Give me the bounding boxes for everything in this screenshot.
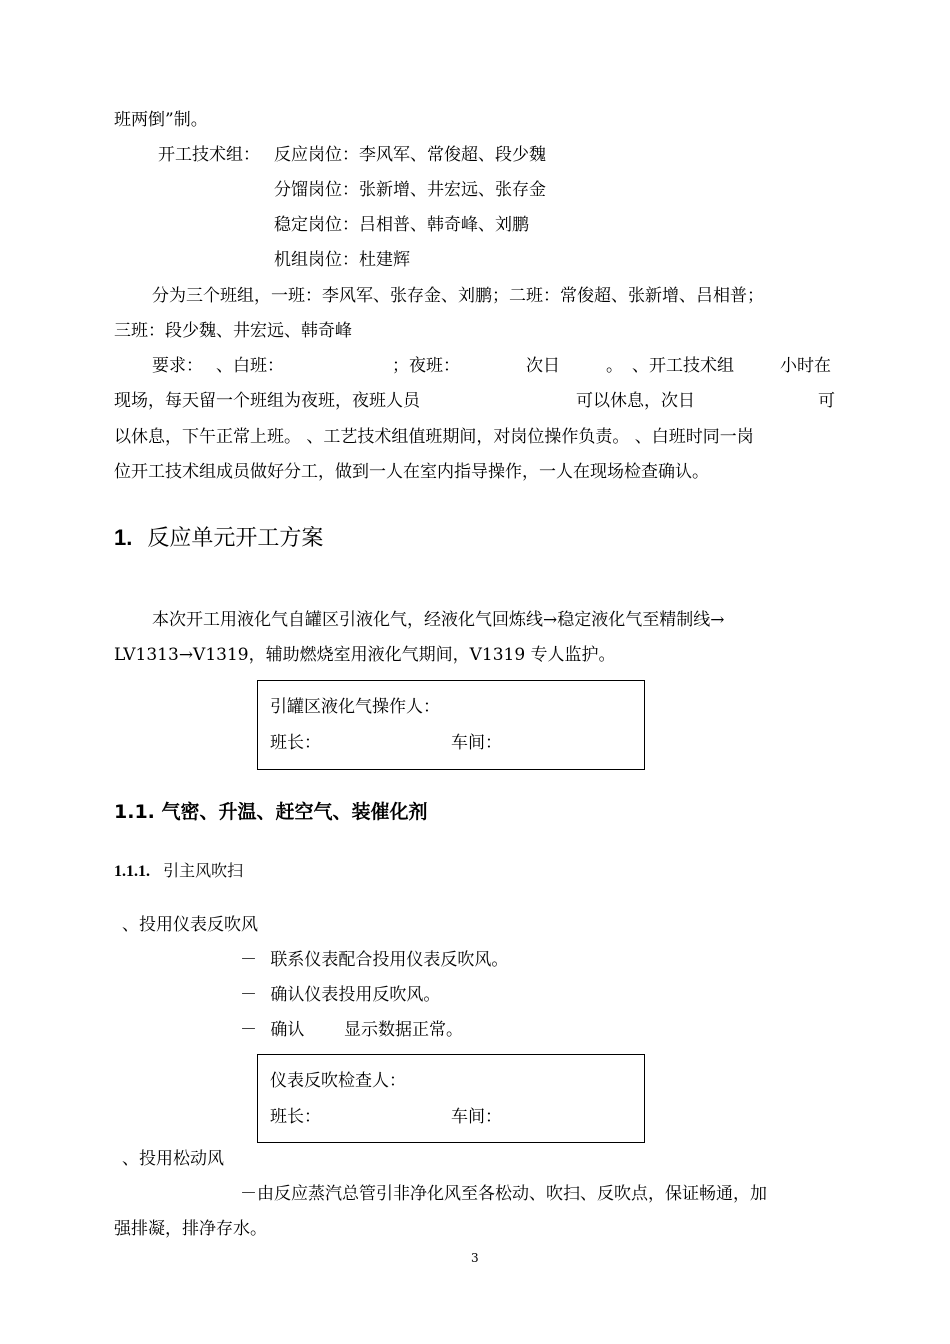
dash-bullet: － (240, 950, 257, 970)
section-1-1-heading (114, 800, 428, 824)
section-1-title: 反应单元开工方案 (147, 526, 324, 551)
step-2-line-1: －由反应蒸汽总管引非净化风至各松动、吹扫、反吹点，保证畅通，加 (240, 1184, 767, 1204)
lpg-workshop-label: 车间： (451, 733, 502, 753)
section-1-1-number: 1.1. (114, 801, 155, 823)
dash-bullet: － (240, 1020, 257, 1040)
req-line4: 位开工技术组成员做好分工，做到一人在室内指导操作，一人在现场检查确认。 (114, 462, 709, 482)
req-tech-team: 、开工技术组 (632, 356, 734, 376)
section-1-1-title: 气密、升温、赶空气、装催化剂 (161, 801, 428, 823)
req-line2-b: 可以休息，次日 (576, 391, 695, 411)
section-1-heading (114, 525, 323, 552)
section-1-1-1-heading (114, 861, 243, 882)
section-1-number: 1. (114, 525, 133, 550)
step-1-item-2-text: 确认仪表投用反吹风。 (270, 985, 441, 1005)
step-1-item-3 (240, 1020, 304, 1040)
step-1-title: 、投用仪表反吹风 (122, 915, 258, 935)
post-reaction: 反应岗位：李风军、常俊超、段少魏 (274, 145, 546, 165)
step-1-item-3-tail: 显示数据正常。 (344, 1020, 463, 1040)
dash-bullet: － (240, 985, 257, 1005)
section-1-1-1-number: 1.1.1. (114, 863, 150, 880)
post-stabilization: 稳定岗位：吕相普、韩奇峰、刘鹏 (274, 215, 529, 235)
section-1-para-line1: 本次开工用液化气自罐区引液化气，经液化气回炼线→稳定液化气至精制线→ (152, 610, 725, 630)
req-day-shift: 、白班： (216, 356, 284, 376)
req-hours: 小时在 (780, 356, 831, 376)
intro-tail-text: 班两倒”制。 (114, 110, 208, 130)
post-compressor: 机组岗位：杜建辉 (274, 250, 410, 270)
backflush-sign-box (257, 1054, 645, 1143)
requirement-label: 要求： (152, 356, 203, 376)
team-label: 开工技术组： (158, 145, 260, 165)
backflush-workshop-label: 车间： (451, 1107, 502, 1127)
groups-line-2: 三班：段少魏、井宏远、韩奇峰 (114, 321, 352, 341)
groups-line-1: 分为三个班组，一班：李风军、张存金、刘鹏；二班：常俊超、张新增、吕相普； (152, 286, 764, 306)
post-fractionation: 分馏岗位：张新增、井宏远、张存金 (274, 180, 546, 200)
req-line2-a: 现场，每天留一个班组为夜班，夜班人员 (114, 391, 420, 411)
step-1-item-1 (240, 950, 508, 970)
step-2-title: 、投用松动风 (122, 1149, 224, 1169)
step-1-item-1-text: 联系仪表配合投用仪表反吹风。 (270, 950, 509, 970)
req-line2-c: 可 (818, 391, 835, 411)
req-next-day: 次日 (526, 356, 560, 376)
step-1-item-3-text: 确认 (270, 1020, 305, 1040)
section-1-1-1-title: 引主风吹扫 (163, 861, 244, 880)
lpg-operator-label: 引罐区液化气操作人： (270, 697, 440, 717)
req-period: 。 (606, 356, 623, 376)
section-1-para-line2: LV1313→V1319，辅助燃烧室用液化气期间，V1319 专人监护。 (114, 645, 616, 665)
req-night-shift: ；夜班： (392, 356, 460, 376)
req-line3: 以休息，下午正常上班。 、工艺技术组值班期间，对岗位操作负责。 、白班时同一岗 (114, 427, 754, 447)
lpg-sign-box (257, 680, 645, 770)
step-1-item-2 (240, 985, 440, 1005)
lpg-monitor-label: 班长： (270, 733, 321, 753)
backflush-inspector-label: 仪表反吹检查人： (270, 1071, 406, 1091)
page-number: 3 (471, 1251, 479, 1265)
step-2-line-2: 强排凝，排净存水。 (114, 1219, 267, 1239)
backflush-monitor-label: 班长： (270, 1107, 321, 1127)
